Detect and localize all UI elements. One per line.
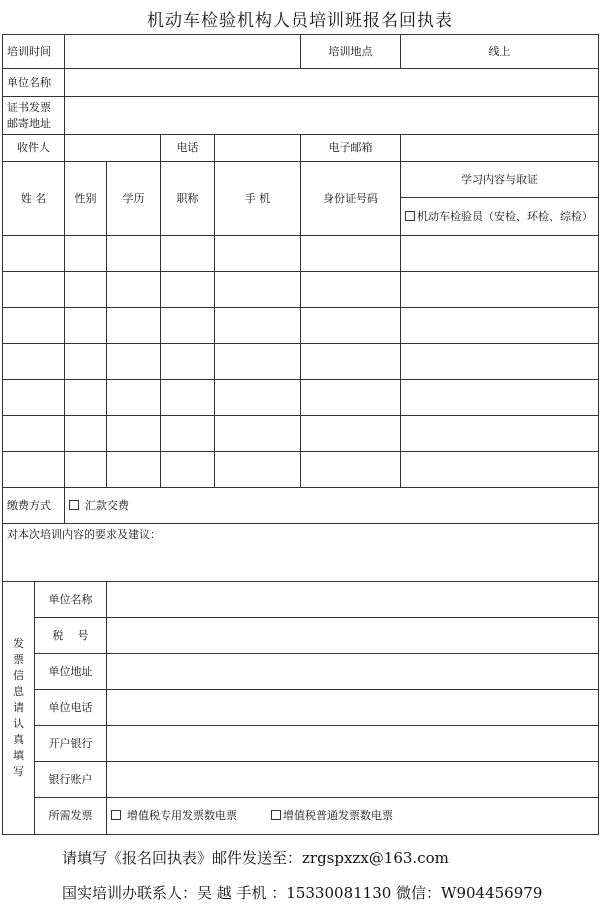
trainee-title-cell[interactable] [161,380,215,416]
header-gender: 性别 [65,162,107,236]
trainee-name-cell[interactable] [3,344,65,380]
invoice-side-char: 息 [13,685,24,699]
trainee-content-cell[interactable] [401,452,599,488]
invoice-row [3,654,599,690]
mailing-address-label-line2: 邮寄地址 [7,116,51,130]
normal-invoice-label: 增值税普通发票数电票 [283,809,393,823]
email-field[interactable] [401,135,599,162]
training-place-value[interactable]: 线上 [401,35,599,69]
invoice-address-field[interactable] [107,654,599,690]
unit-name-field[interactable] [65,69,599,97]
training-time-label: 培训时间 [3,35,65,69]
trainee-mobile-cell[interactable] [215,236,301,272]
invoice-side-label [3,582,35,835]
trainee-id-cell[interactable] [301,344,401,380]
invoice-row [3,762,599,798]
invoice-side-char: 写 [13,764,24,778]
trainee-gender-cell[interactable] [65,380,107,416]
payment-label: 缴费方式 [3,488,65,524]
mailing-address-label [3,97,65,135]
header-name: 姓 名 [3,162,65,236]
trainee-content-cell[interactable] [401,308,599,344]
phone-field[interactable] [215,135,301,162]
trainee-row [3,416,599,452]
invoice-tax-id-label: 税 号 [35,618,107,654]
trainee-content-cell[interactable] [401,380,599,416]
invoice-unit-name-field[interactable] [107,582,599,618]
trainee-education-cell[interactable] [107,452,161,488]
trainee-mobile-cell[interactable] [215,344,301,380]
trainee-mobile-cell[interactable] [215,272,301,308]
contact-info: 国实培训办联系人：吴 越 手机 ：15330081130 微信：W904456979 [62,884,543,902]
header-mobile: 手 机 [215,162,301,236]
invoice-type-label: 所需发票 [35,798,107,835]
trainee-mobile-cell[interactable] [215,380,301,416]
trainee-title-cell[interactable] [161,308,215,344]
trainee-content-cell[interactable] [401,236,599,272]
header-id-number: 身份证号码 [301,162,401,236]
trainee-education-cell[interactable] [107,308,161,344]
invoice-bank-field[interactable] [107,726,599,762]
normal-invoice-checkbox[interactable] [271,810,281,820]
unit-name-label: 单位名称 [3,69,65,97]
course-checkbox[interactable] [405,211,415,221]
invoice-account-label: 银行账户 [35,762,107,798]
trainee-mobile-cell[interactable] [215,416,301,452]
header-education: 学历 [107,162,161,236]
invoice-phone-label: 单位电话 [35,690,107,726]
recipient-label: 收件人 [3,135,65,162]
submit-instructions: 请填写《报名回执表》邮件发送至：zrgspxzx@163.com [62,849,449,867]
invoice-side-char: 发 [13,637,24,651]
training-time-row [3,35,599,69]
trainee-gender-cell[interactable] [65,416,107,452]
suggestions-field[interactable] [3,524,599,582]
trainee-title-cell[interactable] [161,344,215,380]
trainee-row [3,236,599,272]
mailing-address-field[interactable] [65,97,599,135]
trainee-header-row [3,162,599,198]
trainee-name-cell[interactable] [3,416,65,452]
registration-form [2,34,599,835]
special-invoice-label: 增值税专用发票数电票 [127,809,237,823]
header-title: 职称 [161,162,215,236]
invoice-tax-id-field[interactable] [107,618,599,654]
trainee-title-cell[interactable] [161,236,215,272]
trainee-gender-cell[interactable] [65,236,107,272]
trainee-gender-cell[interactable] [65,308,107,344]
trainee-title-cell[interactable] [161,416,215,452]
trainee-content-cell[interactable] [401,416,599,452]
invoice-side-char: 真 [13,732,24,746]
invoice-address-label: 单位地址 [35,654,107,690]
invoice-type-options [107,798,599,835]
trainee-name-cell[interactable] [3,452,65,488]
trainee-gender-cell[interactable] [65,452,107,488]
invoice-side-char: 认 [13,716,24,730]
recipient-field[interactable] [65,135,161,162]
trainee-education-cell[interactable] [107,236,161,272]
trainee-row [3,308,599,344]
email-label: 电子邮箱 [301,135,401,162]
trainee-row [3,380,599,416]
invoice-unit-name-label: 单位名称 [35,582,107,618]
trainee-education-cell[interactable] [107,380,161,416]
invoice-row [3,726,599,762]
invoice-row [3,582,599,618]
form-title: 机动车检验机构人员培训班报名回执表 [147,11,453,31]
recipient-row [3,135,599,162]
phone-label: 电话 [161,135,215,162]
trainee-title-cell[interactable] [161,272,215,308]
trainee-name-cell[interactable] [3,272,65,308]
invoice-account-field[interactable] [107,762,599,798]
trainee-name-cell[interactable] [3,236,65,272]
trainee-content-cell[interactable] [401,272,599,308]
trainee-id-cell[interactable] [301,308,401,344]
mailing-address-row [3,97,599,135]
trainee-id-cell[interactable] [301,272,401,308]
special-invoice-checkbox[interactable] [111,810,121,820]
course-option-cell[interactable] [401,198,599,236]
trainee-gender-cell[interactable] [65,272,107,308]
course-option-label: 机动车检验员（安检、环检、综检） [417,209,593,223]
trainee-id-cell[interactable] [301,452,401,488]
invoice-side-char: 请 [13,701,24,715]
trainee-education-cell[interactable] [107,344,161,380]
payment-checkbox[interactable] [69,500,79,510]
payment-row [3,488,599,524]
invoice-side-char: 填 [13,748,24,762]
trainee-education-cell[interactable] [107,416,161,452]
trainee-id-cell[interactable] [301,380,401,416]
suggestions-row [3,524,599,582]
unit-name-row [3,69,599,97]
trainee-id-cell[interactable] [301,416,401,452]
training-place-label: 培训地点 [301,35,401,69]
invoice-row [3,690,599,726]
invoice-row [3,618,599,654]
trainee-mobile-cell[interactable] [215,452,301,488]
trainee-name-cell[interactable] [3,308,65,344]
trainee-education-cell[interactable] [107,272,161,308]
training-time-field[interactable] [65,35,301,69]
invoice-type-row [3,798,599,835]
trainee-mobile-cell[interactable] [215,308,301,344]
payment-option-cell[interactable] [65,488,599,524]
trainee-gender-cell[interactable] [65,344,107,380]
trainee-title-cell[interactable] [161,452,215,488]
trainee-id-cell[interactable] [301,236,401,272]
invoice-side-char: 票 [13,653,24,667]
suggestions-label: 对本次培训内容的要求及建议： [7,528,161,541]
trainee-row [3,344,599,380]
trainee-name-cell[interactable] [3,380,65,416]
invoice-phone-field[interactable] [107,690,599,726]
mailing-address-label-line1: 证书发票 [7,100,51,114]
trainee-row [3,272,599,308]
payment-option-label: 汇款交费 [85,498,129,512]
invoice-side-char: 信 [13,669,24,683]
invoice-bank-label: 开户银行 [35,726,107,762]
trainee-row [3,452,599,488]
header-content: 学习内容与取证 [401,162,599,198]
trainee-content-cell[interactable] [401,344,599,380]
